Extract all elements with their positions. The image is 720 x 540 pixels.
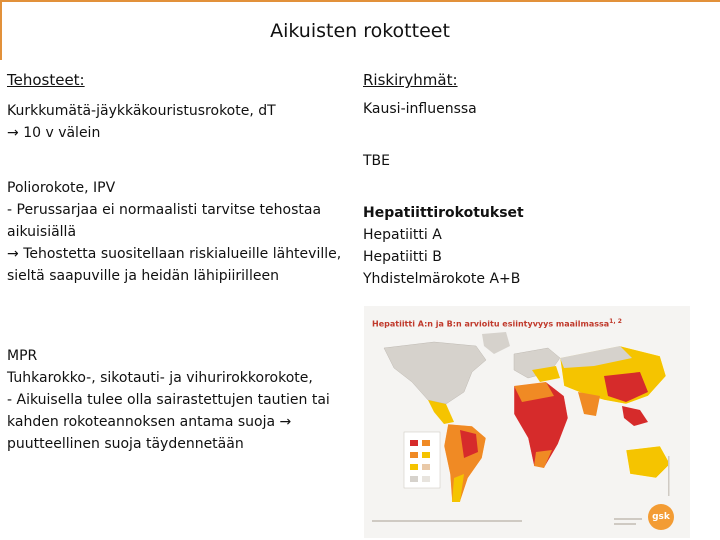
mpr-line2: - Aikuisella tulee olla sairastettujen tautien tai kahden rokoteannoksen antama suoja [7, 392, 330, 430]
mpr-line1: Tuhkarokko-, sikotauti- ja vihurirokkorokote, [7, 370, 313, 386]
dtp-note-row [7, 122, 337, 144]
hep-block [363, 202, 524, 290]
arrow-icon: → [7, 125, 19, 141]
world-map-graphic [364, 306, 690, 538]
mpr-line3: puutteellinen suoja täydennetään [7, 436, 244, 452]
slide-title: Aikuisten rokotteet [270, 20, 450, 42]
hep-ab-label: Yhdistelmärokote A+B [363, 271, 521, 287]
map-title: Hepatiitti A:n ja B:n arvioitu esiintyvyys maailmassa$^{1, 2}$ [372, 318, 622, 329]
dtp-title: Kurkkumätä-jäykkäkouristusrokote, dT [7, 103, 276, 119]
ipv-title: Poliorokote, IPV [7, 180, 116, 196]
hep-title: Hepatiittirokotukset [363, 205, 524, 221]
arrow-icon: → [7, 246, 19, 262]
left-header: Tehosteet: [7, 71, 85, 89]
mpr-line2-row [7, 389, 352, 455]
ipv-line2-row [7, 243, 345, 287]
mpr-title: MPR [7, 348, 38, 364]
influenza-label: Kausi-influenssa [363, 101, 477, 117]
ipv-line1: - Perussarjaa ei normaalisti tarvitse tehostaa aikuisiällä [7, 202, 322, 240]
hep-a-label: Hepatiitti A [363, 227, 442, 243]
hepatitis-world-map [364, 306, 690, 538]
ipv-block [7, 177, 345, 287]
hep-b-label: Hepatiitti B [363, 249, 442, 265]
gsk-logo: gsk [648, 504, 674, 530]
right-header: Riskiryhmät: [363, 71, 458, 89]
tbe-label: TBE [363, 153, 391, 169]
dtp-note: 10 v välein [23, 125, 101, 141]
arrow-icon: → [279, 414, 292, 430]
ipv-line2: Tehostetta suositellaan riskialueille lähteville, sieltä saapuville ja heidän lähipiirilleen [7, 246, 342, 284]
dtp-block [7, 100, 337, 144]
top-accent-line [0, 0, 720, 2]
mpr-block [7, 345, 352, 455]
